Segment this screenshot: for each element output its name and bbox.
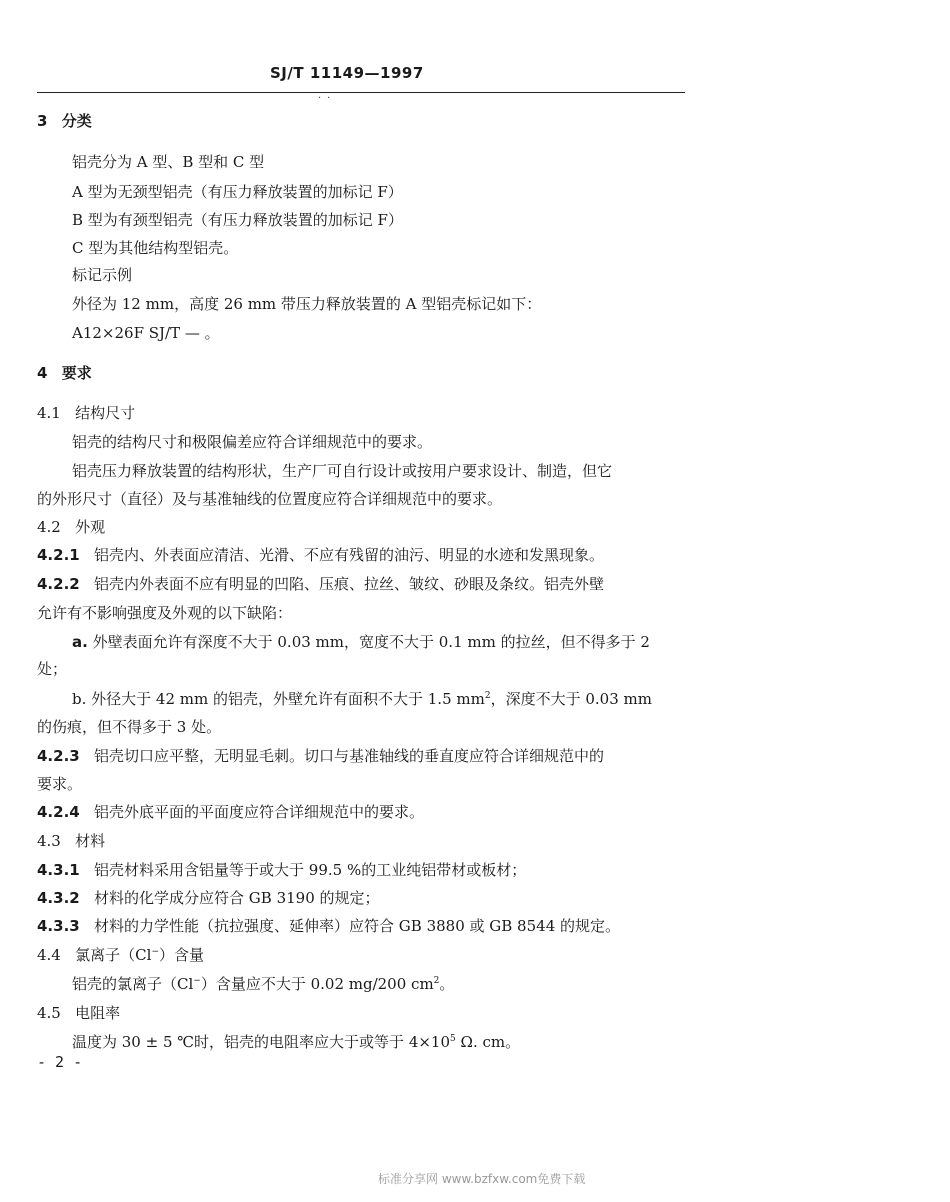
clause-4-3-2: 4.3.2 材料的化学成分应符合 GB 3190 的规定；: [37, 889, 380, 907]
header-rule: [37, 92, 685, 93]
marking-example-code: A12×26F SJ/T — 。: [72, 324, 220, 342]
section-4-3-heading: 4.3 材料: [37, 832, 106, 850]
classification-line-3: B 型为有颈型铝壳（有压力释放装置的加标记 F）: [72, 211, 403, 229]
defect-item-a: a. 外壁表面允许有深度不大于 0.03 mm，宽度不大于 0.1 mm 的拉丝，但不得多于 2: [72, 633, 650, 651]
section-4-5-heading: 4.5 电阻率: [37, 1004, 121, 1022]
section-4-2-heading: 4.2 外观: [37, 518, 106, 536]
clause-4-2-3-cont: 要求。: [37, 775, 83, 793]
page-number: - 2 -: [37, 1053, 83, 1071]
resistivity-text: 温度为 30 ± 5 ℃时，铝壳的电阻率应大于或等于 $4\times 10^5$ Ω. cm。: [72, 1033, 521, 1051]
clause-4-2-2: 4.2.2 铝壳内外表面不应有明显的凹陷、压痕、拉丝、皱纹、砂眼及条纹。铝壳外壁: [37, 575, 605, 593]
marking-example-label: 标记示例: [72, 266, 133, 284]
clause-4-3-3: 4.3.3 材料的力学性能（抗拉强度、延伸率）应符合 GB 3880 或 GB 8544 的规定。: [37, 917, 621, 935]
chloride-content-text: 铝壳的氯离子（Cl−）含量应不大于 0.02 mg/200 $cm^2$。: [72, 975, 455, 993]
footer-watermark: 标准分享网 www.bzfxw.com免费下载: [378, 1172, 586, 1186]
section-4-1-para-2b: 的外形尺寸（直径）及与基准轴线的位置度应符合详细规范中的要求。: [37, 490, 503, 508]
defect-item-b-cont: 的伤痕，但不得多于 3 处。: [37, 718, 222, 736]
section-4-heading: 4 要求: [37, 364, 92, 382]
section-4-1-para-2a: 铝壳压力释放装置的结构形状，生产厂可自行设计或按用户要求设计、制造，但它: [72, 462, 613, 480]
clause-4-2-4: 4.2.4 铝壳外底平面的平面度应符合详细规范中的要求。: [37, 803, 425, 821]
section-4-4-heading: 4.4 氯离子（Cl−）含量: [37, 946, 205, 964]
standard-code-header: SJ/T 11149—1997: [270, 64, 424, 82]
marking-example-text: 外径为 12 mm，高度 26 mm 带压力释放装置的 A 型铝壳标记如下：: [72, 295, 542, 313]
defect-item-a-cont: 处；: [37, 660, 68, 678]
classification-line-4: C 型为其他结构型铝壳。: [72, 239, 239, 257]
clause-4-2-3: 4.2.3 铝壳切口应平整，无明显毛刺。切口与基准轴线的垂直度应符合详细规范中的: [37, 747, 605, 765]
clause-4-3-1: 4.3.1 铝壳材料采用含铝量等于或大于 99.5 %的工业纯铝带材或板材；: [37, 861, 527, 879]
classification-line-2: A 型为无颈型铝壳（有压力释放装置的加标记 F）: [72, 183, 403, 201]
scan-dots: ··: [318, 93, 337, 104]
classification-line-1: 铝壳分为 A 型、B 型和 C 型: [72, 153, 265, 171]
section-4-1-para-1: 铝壳的结构尺寸和极限偏差应符合详细规范中的要求。: [72, 433, 433, 451]
section-4-1-heading: 4.1 结构尺寸: [37, 404, 136, 422]
clause-4-2-2-cont: 允许有不影响强度及外观的以下缺陷：: [37, 604, 293, 622]
section-3-heading: 3 分类: [37, 112, 92, 130]
clause-4-2-1: 4.2.1 铝壳内、外表面应清洁、光滑、不应有残留的油污、明显的水迹和发黑现象。: [37, 546, 605, 564]
defect-item-b: b. 外径大于 42 mm 的铝壳，外壁允许有面积不大于 1.5 $mm^2$，深度不大于 0.03 mm: [72, 690, 652, 708]
